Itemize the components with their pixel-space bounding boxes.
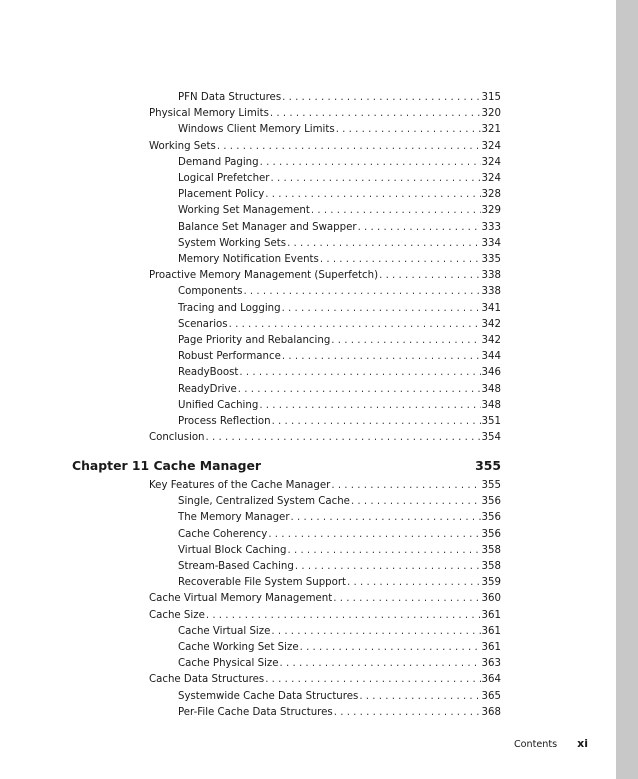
toc-entry-page: 315 (481, 92, 501, 103)
toc-entry[interactable] (178, 656, 501, 672)
dot-leader (271, 624, 480, 640)
dot-leader (320, 252, 481, 268)
dot-leader (265, 187, 480, 203)
toc-entry[interactable] (178, 398, 501, 414)
toc-entry-page: 358 (481, 561, 501, 572)
toc-entry-page: 360 (481, 593, 501, 605)
toc-entry-title: Placement Policy (178, 189, 265, 201)
toc-entry-page: 342 (481, 335, 501, 346)
toc-entry-page: 346 (481, 367, 501, 379)
dot-leader (336, 122, 481, 138)
dot-leader (282, 90, 480, 106)
toc-entry-page: 328 (481, 189, 501, 201)
toc-entry-page: 338 (481, 270, 501, 282)
toc-entry[interactable] (178, 122, 501, 138)
dot-leader (229, 317, 481, 333)
dot-leader (358, 220, 481, 236)
toc-entry-title: Conclusion (149, 432, 205, 444)
toc-entry[interactable] (149, 608, 501, 624)
toc-entry-page: 341 (481, 302, 501, 314)
toc-entry-page: 324 (481, 173, 501, 184)
toc-entry[interactable] (178, 301, 501, 317)
toc-entry-page: 334 (481, 237, 501, 249)
toc-entry-title: Single, Centralized System Cache (178, 496, 350, 508)
toc-entry[interactable] (178, 624, 501, 640)
toc-entry-page: 335 (481, 254, 501, 265)
dot-leader (347, 575, 481, 591)
chapter-page-number: 355 (475, 458, 501, 473)
dot-leader (272, 414, 481, 430)
toc-entry-page: 338 (481, 286, 501, 298)
toc-entry-title: Cache Coherency (178, 528, 268, 540)
toc-entry[interactable] (178, 220, 501, 236)
toc-entry-page: 324 (481, 140, 501, 152)
toc-entry-title: Robust Performance (178, 351, 281, 363)
toc-entry[interactable] (178, 414, 501, 430)
toc-entry-title: Key Features of the Cache Manager (149, 480, 331, 491)
toc-entry[interactable] (178, 559, 501, 575)
toc-entry-page: 348 (481, 399, 501, 411)
dot-leader (287, 236, 480, 252)
toc-entry[interactable] (178, 284, 501, 300)
dot-leader (359, 689, 480, 705)
toc-entry-page: 361 (481, 642, 501, 653)
dot-leader (295, 559, 481, 575)
toc-entry[interactable] (149, 106, 501, 122)
toc-entry-page: 344 (481, 351, 501, 363)
toc-entry-title: ReadyBoost (178, 367, 239, 379)
toc-entry[interactable] (149, 430, 501, 446)
dot-leader (351, 494, 481, 510)
toc-entry-title: Memory Notification Events (178, 254, 319, 265)
dot-leader (206, 608, 481, 624)
dot-leader (268, 527, 480, 543)
chapter-heading[interactable] (72, 458, 501, 476)
toc-entry-title: Systemwide Cache Data Structures (178, 690, 359, 702)
toc-entry-page: 365 (481, 690, 501, 702)
toc-entry-page: 358 (481, 544, 501, 556)
dot-leader (333, 591, 480, 607)
toc-entry[interactable] (178, 349, 501, 365)
footer-label: Contents (513, 739, 558, 750)
dot-leader (311, 203, 481, 219)
dot-leader (238, 382, 481, 398)
toc-entry-page: 364 (481, 674, 501, 686)
toc-entry[interactable] (178, 510, 501, 526)
toc-entry-page: 361 (481, 625, 501, 637)
chapter-title: Chapter 11 Cache Manager (72, 458, 262, 473)
toc-entry-title: Windows Client Memory Limits (178, 124, 335, 136)
toc-entry[interactable] (178, 365, 501, 381)
toc-entry-title: Page Priority and Rebalancing (178, 335, 331, 346)
toc-entry-page: 363 (481, 658, 501, 670)
toc-entry-title: System Working Sets (178, 237, 287, 249)
toc-entry-page: 361 (481, 609, 501, 621)
toc-entry-title: Proactive Memory Management (Superfetch) (149, 270, 379, 282)
toc-entry[interactable] (149, 591, 501, 607)
toc-entry-title: Per-File Cache Data Structures (178, 706, 333, 718)
toc-entry-page: 333 (481, 221, 501, 233)
toc-entry-page: 348 (481, 383, 501, 395)
toc-entry-page: 342 (481, 318, 501, 330)
toc-entry-title: Cache Working Set Size (178, 642, 299, 653)
toc-entry-page: 321 (481, 124, 501, 136)
toc-entry[interactable] (178, 187, 501, 203)
toc-entry[interactable] (178, 527, 501, 543)
toc-entry[interactable] (149, 478, 501, 494)
toc-entry-title: Balance Set Manager and Swapper (178, 221, 357, 233)
toc-entry-page: 355 (481, 480, 501, 491)
toc-entry[interactable] (178, 382, 501, 398)
dot-leader (288, 543, 481, 559)
dot-leader (379, 268, 480, 284)
toc-entry-title: Physical Memory Limits (149, 108, 269, 120)
toc-entry-title: Working Set Management (178, 205, 310, 217)
dot-leader (270, 106, 481, 122)
dot-leader (300, 640, 481, 656)
footer-page-number: xi (577, 737, 588, 750)
toc-entry[interactable] (178, 689, 501, 705)
toc-entry[interactable] (178, 171, 501, 187)
toc-entry[interactable] (178, 640, 501, 656)
toc-entry[interactable] (149, 672, 501, 688)
toc-entry-page: 356 (481, 512, 501, 524)
toc-entry[interactable] (178, 236, 501, 252)
toc-entry-title: Cache Virtual Size (178, 625, 271, 637)
toc-entry-title: Stream-Based Caching (178, 561, 294, 572)
dot-leader (282, 301, 481, 317)
toc-entry-page: 356 (481, 528, 501, 540)
dot-leader (259, 398, 480, 414)
toc-entry[interactable] (178, 155, 501, 171)
toc-entry-title: Process Reflection (178, 416, 271, 427)
toc-entry[interactable] (149, 268, 501, 284)
toc-entry-title: Scenarios (178, 318, 228, 330)
toc-entry[interactable] (178, 575, 501, 591)
dot-leader (291, 510, 481, 526)
dot-leader (271, 171, 481, 187)
dot-leader (334, 705, 481, 721)
toc-entry-page: 351 (481, 416, 501, 427)
dot-leader (260, 155, 481, 171)
toc-entry-page: 329 (481, 205, 501, 217)
toc-entry[interactable] (178, 333, 501, 349)
toc-entry-title: PFN Data Structures (178, 92, 282, 103)
toc-entry-title: Demand Paging (178, 156, 259, 168)
toc-entry-title: ReadyDrive (178, 383, 237, 395)
toc-entry[interactable] (178, 317, 501, 333)
toc-entry-title: The Memory Manager (178, 512, 290, 524)
toc-entry-page: 324 (481, 156, 501, 168)
right-margin-bar (616, 0, 638, 779)
toc-entry[interactable] (178, 90, 501, 106)
toc-entry-title: Working Sets (149, 140, 216, 152)
toc-entry-title: Unified Caching (178, 399, 259, 411)
dot-leader (243, 284, 480, 300)
toc-entry-page: 354 (481, 432, 501, 444)
dot-leader (206, 430, 481, 446)
toc-entry-title: Tracing and Logging (178, 302, 281, 314)
toc-entry-title: Logical Prefetcher (178, 173, 270, 184)
toc-entry-title: Cache Size (149, 609, 205, 621)
toc-entry[interactable] (178, 543, 501, 559)
dot-leader (280, 656, 481, 672)
toc-entry-title: Components (178, 286, 243, 298)
toc-entry[interactable] (178, 494, 501, 510)
toc-entry[interactable] (178, 203, 501, 219)
toc-entry[interactable] (178, 252, 501, 268)
toc-entry-title: Cache Virtual Memory Management (149, 593, 333, 605)
toc-entry-title: Cache Physical Size (178, 658, 279, 670)
toc-entry-title: Cache Data Structures (149, 674, 265, 686)
dot-leader (265, 672, 480, 688)
dot-leader (239, 365, 480, 381)
toc-entry-page: 320 (481, 108, 501, 120)
dot-leader (331, 478, 480, 494)
toc-entry-title: Virtual Block Caching (178, 544, 287, 556)
dot-leader (217, 139, 481, 155)
toc-entry[interactable] (149, 139, 501, 155)
toc-entry[interactable] (178, 705, 501, 721)
toc-entry-page: 359 (481, 577, 501, 589)
page-footer (0, 737, 588, 751)
dot-leader (282, 349, 481, 365)
toc-entry-page: 368 (481, 706, 501, 718)
toc-entry-page: 356 (481, 496, 501, 508)
toc-entry-title: Recoverable File System Support (178, 577, 347, 589)
dot-leader (331, 333, 480, 349)
